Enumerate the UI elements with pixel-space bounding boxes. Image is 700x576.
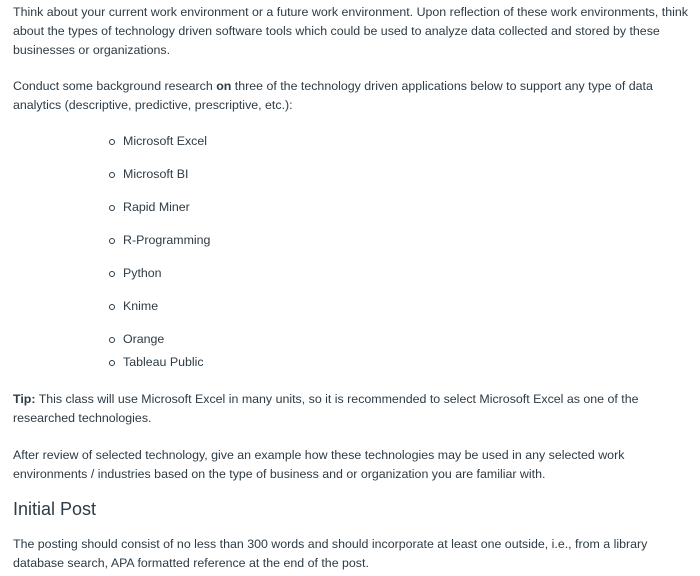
circle-bullet-icon	[109, 205, 115, 211]
list-item	[107, 198, 690, 217]
conduct-paragraph	[13, 77, 690, 115]
tool-name: Orange	[123, 332, 165, 346]
conduct-text-before: Conduct some background research	[13, 79, 217, 93]
tip-text: This class will use Microsoft Excel in many units, so it is recommended to select Microsoft Excel as one of the researched technologies.	[13, 392, 639, 425]
circle-bullet-icon	[109, 271, 115, 277]
tool-list	[13, 132, 690, 372]
list-item	[107, 353, 690, 372]
tool-name: Tableau Public	[123, 355, 204, 369]
list-item	[107, 165, 690, 184]
tool-name: Microsoft Excel	[123, 134, 207, 148]
posting-paragraph: The posting should consist of no less than 300 words and should incorporate at least one outside, i.e., from a library database search, APA formatted reference at the end of the post.	[13, 537, 648, 570]
tool-name: Python	[123, 266, 162, 280]
initial-post-heading: Initial Post	[13, 499, 97, 519]
tip-paragraph	[13, 390, 690, 428]
tool-name: Microsoft BI	[123, 167, 189, 181]
conduct-text-bold: on	[216, 79, 232, 93]
circle-bullet-icon	[109, 139, 115, 145]
circle-bullet-icon	[109, 172, 115, 178]
list-item	[107, 132, 690, 151]
circle-bullet-icon	[109, 238, 115, 244]
tool-name: R-Programming	[123, 233, 211, 247]
list-item	[107, 297, 690, 316]
intro-paragraph: Think about your current work environment or a future work environment. Upon reflection of these work environments, think about the types of technology driven software tools which could be used to analyze data collected and stored by these businesses or organizations.	[13, 5, 688, 57]
circle-bullet-icon	[109, 304, 115, 310]
list-item	[107, 231, 690, 250]
list-item	[107, 264, 690, 283]
after-review-paragraph: After review of selected technology, give an example how these technologies may be used in any selected work environments / industries based on the type of business and or organization you are familiar with.	[13, 448, 625, 481]
conduct-text-after: three of the technology driven applications below to support any type of data analytics (descriptive, predictive, prescriptive, etc.):	[13, 79, 653, 112]
circle-bullet-icon	[109, 337, 115, 343]
tool-name: Rapid Miner	[123, 200, 190, 214]
circle-bullet-icon	[109, 360, 115, 366]
list-item	[107, 330, 690, 349]
tip-label: Tip:	[13, 392, 36, 406]
tool-name: Knime	[123, 299, 159, 313]
